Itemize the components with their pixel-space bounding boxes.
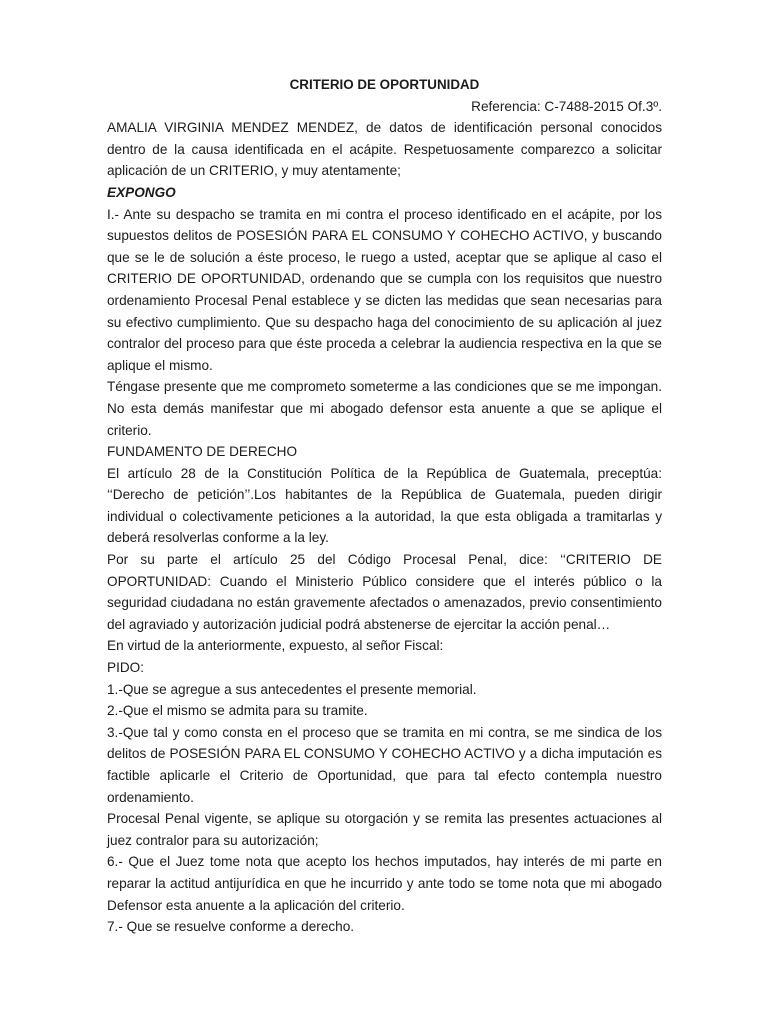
pido-heading: PIDO:: [107, 660, 145, 676]
paragraph-2: Téngase presente que me comprometo someterme a las condiciones que se me impongan. No esta demás manifestar que mi abogado defensor esta anuente a que se aplique el criterio.: [107, 379, 662, 438]
document-title: CRITERIO DE OPORTUNIDAD: [289, 77, 480, 92]
paragraph-1: I.- Ante su despacho se tramita en mi contra el proceso identificado en el acápite, por los supuestos delitos de POSESIÓN PARA EL CONSUMO Y COHECHO ACTIVO, y buscando que se le de solución a éste proceso, le ruego a usted, aceptar que se aplique al caso el CRITERIO DE OPORTUNIDAD, ordenando que se cumpla con los requisitos que nuestro ordenamiento Procesal Penal establece y se dicten las medidas que sean necesarias para su efectivo cumplimiento. Que su despacho haga del conocimiento de su aplicación al juez contralor del proceso para que éste proceda a celebrar la audiencia respectiva en la que se aplique el mismo.: [107, 206, 662, 373]
request-item-7: 7.- Que se resuelve conforme a derecho.: [107, 919, 355, 935]
request-item-6: 6.- Que el Juez tome nota que acepto los hechos imputados, hay interés de mi parte en reparar la actitud antijurídica en que he incurrido y ante todo se tome nota que mi abogado Defensor esta anuente a la aplicación del criterio.: [107, 854, 662, 913]
paragraph-4: Por su parte el artículo 25 del Código Procesal Penal, dice: ‘‘CRITERIO DE OPORTUNIDAD: Cuando el Ministerio Público considere que el interés público o la seguridad ciudadana no están gravemente afectados o amenazados, previo consentimiento del agraviado y autorización judicial podrá abstenerse de ejercitar la acción penal…: [107, 552, 662, 632]
intro-paragraph: AMALIA VIRGINIA MENDEZ MENDEZ, de datos de identificación personal conocidos dentro de la causa identificada en el acápite. Respetuosamente comparezco a solicitar aplicación de un CRITERIO, y muy atentamente;: [107, 120, 662, 179]
expongo-heading: EXPONGO: [107, 184, 176, 200]
paragraph-6: Procesal Penal vigente, se aplique su otorgación y se remita las presentes actuaciones al juez contralor para su autorización;: [107, 811, 662, 848]
request-item-2: 2.-Que el mismo se admita para su tramite.: [107, 703, 368, 719]
fundamento-heading: FUNDAMENTO DE DERECHO: [107, 444, 298, 460]
reference-number: Referencia: C-7488-2015 Of.3º.: [471, 98, 662, 114]
paragraph-5: En virtud de la anteriormente, expuesto, al señor Fiscal:: [107, 638, 444, 654]
paragraph-3: El artículo 28 de la Constitución Política de la República de Guatemala, preceptúa: ‘‘Derecho de petición’’.Los habitantes de la República de Guatemala, pueden dirigir individual o colectivamente peticiones a la autoridad, la que esta obligada a tramitarlas y deberá resolverlas conforme a la ley.: [107, 465, 662, 546]
request-item-3: 3.-Que tal y como consta en el proceso que se tramita en mi contra, se me sindica de los delitos de POSESIÓN PARA EL CONSUMO Y COHECHO ACTIVO y a dicha imputación es factible aplicarle el Criterio de Oportunidad, que para tal efecto contempla nuestro ordenamiento.: [107, 724, 662, 805]
request-item-1: 1.-Que se agregue a sus antecedentes el presente memorial.: [107, 681, 477, 697]
document-page: [107, 74, 662, 938]
